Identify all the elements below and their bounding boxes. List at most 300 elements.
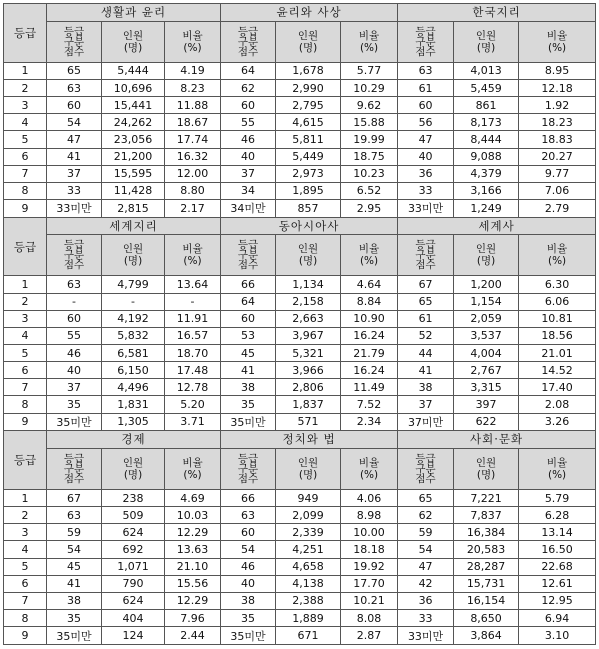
header-line: 구분 (237, 35, 259, 48)
count-cell: 2,806 (276, 379, 341, 396)
ratio-cell: 6.94 (519, 610, 596, 627)
table-row (4, 610, 596, 627)
table-row (4, 396, 596, 413)
grade-cell: 3 (4, 524, 47, 541)
cutoff-score-cell: 41 (47, 575, 102, 592)
cutoff-score-cell: 34 (221, 182, 276, 199)
ratio-cell: 4.19 (165, 62, 221, 79)
subject-title: 사회·문화 (398, 431, 596, 449)
cutoff-score-header (398, 448, 454, 489)
cutoff-score-cell: 35미만 (221, 627, 276, 645)
count-cell: 2,158 (276, 293, 341, 310)
header-line: 등급 (237, 239, 259, 252)
subject-header-row (4, 431, 596, 449)
count-cell: 15,731 (454, 575, 519, 592)
table-row (4, 165, 596, 182)
count-header (454, 235, 519, 276)
ratio-cell: 8.98 (341, 507, 398, 524)
cutoff-score-cell: 63 (47, 276, 102, 293)
table-row (4, 524, 596, 541)
ratio-cell: 16.50 (519, 541, 596, 558)
count-cell: 3,966 (276, 362, 341, 379)
count-cell: 1,134 (276, 276, 341, 293)
ratio-header (165, 448, 221, 489)
ratio-header (165, 21, 221, 62)
count-cell: 404 (102, 610, 165, 627)
count-cell: 4,192 (102, 310, 165, 327)
table-row (4, 627, 596, 645)
count-cell: 5,811 (276, 131, 341, 148)
cutoff-score-cell: 44 (398, 345, 454, 362)
cutoff-score-header (47, 21, 102, 62)
ratio-cell: 10.03 (165, 507, 221, 524)
ratio-cell: 19.99 (341, 131, 398, 148)
count-cell: 4,379 (454, 165, 519, 182)
grade-cell: 2 (4, 293, 47, 310)
column-header-row (4, 448, 596, 489)
count-cell: 624 (102, 524, 165, 541)
ratio-cell: 18.67 (165, 114, 221, 131)
cutoff-score-cell: 35 (221, 396, 276, 413)
cutoff-score-cell: 46 (221, 131, 276, 148)
table-row (4, 80, 596, 97)
header-line: 점수 (63, 45, 85, 58)
cutoff-score-cell: 40 (221, 575, 276, 592)
ratio-cell: 2.34 (341, 413, 398, 431)
header-line: 점수 (63, 472, 85, 485)
count-cell: 3,166 (454, 182, 519, 199)
cutoff-score-cell: 55 (47, 327, 102, 344)
ratio-cell: 14.52 (519, 362, 596, 379)
ratio-cell: 2.95 (341, 200, 398, 218)
cutoff-score-cell: 53 (221, 327, 276, 344)
subject-header-row (4, 4, 596, 22)
count-cell: 8,650 (454, 610, 519, 627)
ratio-cell: 4.06 (341, 490, 398, 507)
ratio-cell: 8.95 (519, 62, 596, 79)
count-header (454, 448, 519, 489)
cutoff-score-cell: 63 (47, 80, 102, 97)
count-cell: 1,889 (276, 610, 341, 627)
grade-cell: 3 (4, 310, 47, 327)
ratio-cell: 5.20 (165, 396, 221, 413)
table-row (4, 575, 596, 592)
cutoff-score-cell: 60 (398, 97, 454, 114)
header-line: (%) (183, 41, 202, 54)
ratio-cell: 15.56 (165, 575, 221, 592)
table-row (4, 362, 596, 379)
ratio-cell: - (165, 293, 221, 310)
header-line: 비율 (546, 243, 568, 256)
cutoff-score-cell: 63 (47, 507, 102, 524)
count-header (102, 235, 165, 276)
count-header (276, 235, 341, 276)
header-line: 비율 (358, 456, 380, 469)
ratio-header (519, 235, 596, 276)
count-cell: 397 (454, 396, 519, 413)
table-row (4, 345, 596, 362)
header-line: 인원 (122, 29, 144, 42)
count-cell: 9,088 (454, 148, 519, 165)
ratio-cell: 7.96 (165, 610, 221, 627)
header-line: 등급 (63, 25, 85, 38)
header-line: 인원 (297, 29, 319, 42)
grade-cell: 6 (4, 148, 47, 165)
cutoff-score-cell: 63 (221, 507, 276, 524)
ratio-cell: 12.61 (519, 575, 596, 592)
table-row (4, 97, 596, 114)
count-cell: 4,013 (454, 62, 519, 79)
cutoff-score-cell: 41 (221, 362, 276, 379)
header-line: (%) (359, 468, 379, 481)
grade-cell: 8 (4, 182, 47, 199)
cutoff-score-cell: 38 (221, 592, 276, 609)
count-cell: 8,444 (454, 131, 519, 148)
count-cell: 4,004 (454, 345, 519, 362)
grade-cell: 9 (4, 627, 47, 645)
cutoff-score-cell: 41 (47, 148, 102, 165)
count-cell: 624 (102, 592, 165, 609)
ratio-cell: 19.92 (341, 558, 398, 575)
count-cell: 3,537 (454, 327, 519, 344)
header-line: 등급 (237, 452, 259, 465)
cutoff-score-cell: 63 (398, 62, 454, 79)
ratio-cell: 10.23 (341, 165, 398, 182)
ratio-cell: 5.79 (519, 490, 596, 507)
ratio-cell: 7.06 (519, 182, 596, 199)
count-cell: 2,339 (276, 524, 341, 541)
cutoff-score-cell: 54 (47, 114, 102, 131)
cutoff-score-cell: 60 (221, 524, 276, 541)
cutoff-score-cell: 41 (398, 362, 454, 379)
header-line: 구분 (415, 462, 436, 475)
ratio-cell: 2.44 (165, 627, 221, 645)
ratio-header (341, 21, 398, 62)
cutoff-score-header (221, 21, 276, 62)
subject-title: 경제 (47, 431, 221, 449)
cutoff-score-cell: 37 (47, 165, 102, 182)
grade-cell: 5 (4, 131, 47, 148)
subject-title: 윤리와 사상 (221, 4, 398, 22)
subject-title: 한국지리 (398, 4, 596, 22)
cutoff-score-cell: 47 (398, 558, 454, 575)
count-cell: 509 (102, 507, 165, 524)
cutoff-score-header (47, 235, 102, 276)
count-header (454, 21, 519, 62)
ratio-cell: 6.30 (519, 276, 596, 293)
cutoff-score-cell: 40 (221, 148, 276, 165)
ratio-cell: 12.78 (165, 379, 221, 396)
ratio-header (519, 21, 596, 62)
cutoff-score-cell: 67 (398, 276, 454, 293)
header-line: 점수 (237, 472, 259, 485)
count-cell: 1,678 (276, 62, 341, 79)
header-line: 비율 (182, 29, 203, 42)
header-line: (명) (476, 468, 496, 481)
count-cell: 28,287 (454, 558, 519, 575)
header-line: 인원 (475, 243, 497, 256)
grade-header: 등급 (4, 431, 47, 490)
header-line: 등급 (237, 25, 259, 38)
count-cell: 4,658 (276, 558, 341, 575)
ratio-cell: 10.21 (341, 592, 398, 609)
ratio-cell: 13.64 (165, 276, 221, 293)
grade-cell: 8 (4, 610, 47, 627)
grade-cell: 9 (4, 200, 47, 218)
header-line: (명) (476, 255, 496, 268)
header-line: (%) (183, 468, 202, 481)
count-cell: 4,496 (102, 379, 165, 396)
cutoff-score-cell: 37미만 (398, 413, 454, 431)
cutoff-score-cell: 35미만 (221, 413, 276, 431)
grade-cell: 6 (4, 362, 47, 379)
header-line: 비율 (358, 243, 380, 256)
ratio-cell: 8.84 (341, 293, 398, 310)
count-cell: 20,583 (454, 541, 519, 558)
cutoff-score-cell: 56 (398, 114, 454, 131)
ratio-cell: 16.57 (165, 327, 221, 344)
count-cell: 790 (102, 575, 165, 592)
header-line: 인원 (297, 456, 319, 469)
cutoff-score-cell: 61 (398, 80, 454, 97)
header-line: (명) (298, 468, 318, 481)
header-line: 구분 (63, 249, 85, 262)
cutoff-score-cell: 42 (398, 575, 454, 592)
table-row (4, 293, 596, 310)
cutoff-score-cell: 37 (398, 396, 454, 413)
table-row (4, 200, 596, 218)
header-line: 등급 (415, 452, 436, 465)
count-cell: 11,428 (102, 182, 165, 199)
ratio-cell: 11.91 (165, 310, 221, 327)
header-line: (명) (298, 255, 318, 268)
count-cell: 5,459 (454, 80, 519, 97)
count-header (102, 21, 165, 62)
grade-cell: 5 (4, 345, 47, 362)
count-cell: 857 (276, 200, 341, 218)
grade-cell: 6 (4, 575, 47, 592)
cutoff-score-cell: - (47, 293, 102, 310)
table-row (4, 62, 596, 79)
table-row (4, 276, 596, 293)
ratio-cell: 8.80 (165, 182, 221, 199)
header-line: 점수 (237, 45, 259, 58)
cutoff-score-cell: 65 (398, 490, 454, 507)
cutoff-score-cell: 64 (221, 293, 276, 310)
count-header (102, 448, 165, 489)
count-cell: 4,251 (276, 541, 341, 558)
ratio-cell: 17.48 (165, 362, 221, 379)
header-line: 구분 (415, 249, 436, 262)
count-cell: 3,315 (454, 379, 519, 396)
count-cell: 2,815 (102, 200, 165, 218)
ratio-cell: 12.00 (165, 165, 221, 182)
column-header-row (4, 21, 596, 62)
count-cell: 238 (102, 490, 165, 507)
header-line: 구분 (415, 35, 436, 48)
table-row (4, 379, 596, 396)
cutoff-score-header (47, 448, 102, 489)
ratio-cell: 15.88 (341, 114, 398, 131)
count-cell: 1,249 (454, 200, 519, 218)
count-cell: 4,138 (276, 575, 341, 592)
table-row (4, 541, 596, 558)
ratio-cell: 17.74 (165, 131, 221, 148)
count-cell: 15,595 (102, 165, 165, 182)
ratio-cell: 9.77 (519, 165, 596, 182)
header-line: 구분 (63, 35, 85, 48)
header-line: (명) (123, 41, 143, 54)
ratio-cell: 3.71 (165, 413, 221, 431)
cutoff-score-cell: 40 (47, 362, 102, 379)
count-cell: 1,837 (276, 396, 341, 413)
grade-cell: 1 (4, 276, 47, 293)
ratio-cell: 16.24 (341, 362, 398, 379)
ratio-cell: 10.00 (341, 524, 398, 541)
cutoff-score-cell: 62 (221, 80, 276, 97)
cutoff-score-cell: 36 (398, 592, 454, 609)
ratio-cell: 12.95 (519, 592, 596, 609)
cutoff-score-cell: 36 (398, 165, 454, 182)
header-line: (명) (476, 41, 496, 54)
count-cell: 7,221 (454, 490, 519, 507)
cutoff-score-cell: 59 (398, 524, 454, 541)
table-row (4, 507, 596, 524)
table-row (4, 592, 596, 609)
header-line: 점수 (415, 259, 436, 272)
grade-cell: 3 (4, 97, 47, 114)
cutoff-score-cell: 47 (47, 131, 102, 148)
cutoff-score-cell: 45 (221, 345, 276, 362)
ratio-cell: 10.81 (519, 310, 596, 327)
cutoff-score-cell: 35미만 (47, 627, 102, 645)
header-line: (명) (123, 468, 143, 481)
cutoff-score-cell: 45 (47, 558, 102, 575)
cutoff-score-cell: 33미만 (398, 200, 454, 218)
count-cell: 2,388 (276, 592, 341, 609)
count-cell: 124 (102, 627, 165, 645)
cutoff-score-cell: 66 (221, 490, 276, 507)
header-line: 비율 (182, 243, 203, 256)
cutoff-score-cell: 38 (221, 379, 276, 396)
count-cell: 6,581 (102, 345, 165, 362)
ratio-cell: 10.29 (341, 80, 398, 97)
count-cell: 8,173 (454, 114, 519, 131)
ratio-header (341, 448, 398, 489)
count-cell: 5,444 (102, 62, 165, 79)
cutoff-score-cell: 54 (221, 541, 276, 558)
count-cell: 1,071 (102, 558, 165, 575)
ratio-cell: 18.75 (341, 148, 398, 165)
ratio-cell: 10.90 (341, 310, 398, 327)
count-cell: 2,099 (276, 507, 341, 524)
cutoff-score-cell: 47 (398, 131, 454, 148)
count-cell: 21,200 (102, 148, 165, 165)
ratio-cell: 13.63 (165, 541, 221, 558)
header-line: 비율 (546, 29, 568, 42)
cutoff-score-cell: 33미만 (398, 627, 454, 645)
ratio-cell: 8.08 (341, 610, 398, 627)
ratio-cell: 18.18 (341, 541, 398, 558)
ratio-cell: 12.18 (519, 80, 596, 97)
header-line: 등급 (63, 239, 85, 252)
grade-cell: 7 (4, 165, 47, 182)
table-row (4, 114, 596, 131)
ratio-cell: 6.06 (519, 293, 596, 310)
count-cell: 5,321 (276, 345, 341, 362)
ratio-cell: 2.79 (519, 200, 596, 218)
grade-cell: 4 (4, 114, 47, 131)
table-row (4, 310, 596, 327)
ratio-header (341, 235, 398, 276)
cutoff-score-cell: 60 (47, 97, 102, 114)
cutoff-score-cell: 67 (47, 490, 102, 507)
count-cell: 24,262 (102, 114, 165, 131)
ratio-cell: 3.10 (519, 627, 596, 645)
grade-header: 등급 (4, 217, 47, 276)
ratio-cell: 16.32 (165, 148, 221, 165)
cutoff-score-cell: 35 (221, 610, 276, 627)
count-cell: 2,663 (276, 310, 341, 327)
count-cell: 2,973 (276, 165, 341, 182)
header-line: 점수 (63, 259, 85, 272)
grade-cutoff-table (3, 3, 596, 645)
header-line: (%) (359, 255, 379, 268)
cutoff-score-cell: 54 (47, 541, 102, 558)
ratio-cell: 2.17 (165, 200, 221, 218)
cutoff-score-cell: 33미만 (47, 200, 102, 218)
count-cell: 622 (454, 413, 519, 431)
header-line: (%) (359, 41, 379, 54)
ratio-cell: 8.23 (165, 80, 221, 97)
cutoff-score-cell: 65 (398, 293, 454, 310)
ratio-cell: 20.27 (519, 148, 596, 165)
cutoff-score-cell: 60 (221, 97, 276, 114)
count-cell: 1,200 (454, 276, 519, 293)
ratio-cell: 2.08 (519, 396, 596, 413)
cutoff-score-cell: 35 (47, 610, 102, 627)
ratio-header (165, 235, 221, 276)
ratio-cell: 17.70 (341, 575, 398, 592)
subject-title: 동아시아사 (221, 217, 398, 235)
header-line: (%) (547, 468, 567, 481)
count-cell: 5,832 (102, 327, 165, 344)
subject-title: 생활과 윤리 (47, 4, 221, 22)
ratio-cell: 4.69 (165, 490, 221, 507)
ratio-cell: 18.70 (165, 345, 221, 362)
grade-cell: 1 (4, 62, 47, 79)
ratio-cell: 12.29 (165, 524, 221, 541)
header-line: 점수 (237, 259, 259, 272)
cutoff-score-cell: 33 (398, 610, 454, 627)
header-line: 구분 (237, 249, 259, 262)
ratio-cell: 11.49 (341, 379, 398, 396)
count-cell: 6,150 (102, 362, 165, 379)
count-cell: 16,154 (454, 592, 519, 609)
count-cell: 671 (276, 627, 341, 645)
count-cell: 4,799 (102, 276, 165, 293)
grade-cell: 2 (4, 507, 47, 524)
ratio-cell: 18.56 (519, 327, 596, 344)
ratio-cell: 18.83 (519, 131, 596, 148)
count-cell: 2,795 (276, 97, 341, 114)
count-cell: 2,767 (454, 362, 519, 379)
cutoff-score-cell: 38 (398, 379, 454, 396)
ratio-cell: 3.26 (519, 413, 596, 431)
count-cell: 15,441 (102, 97, 165, 114)
table-row (4, 131, 596, 148)
ratio-cell: 2.87 (341, 627, 398, 645)
